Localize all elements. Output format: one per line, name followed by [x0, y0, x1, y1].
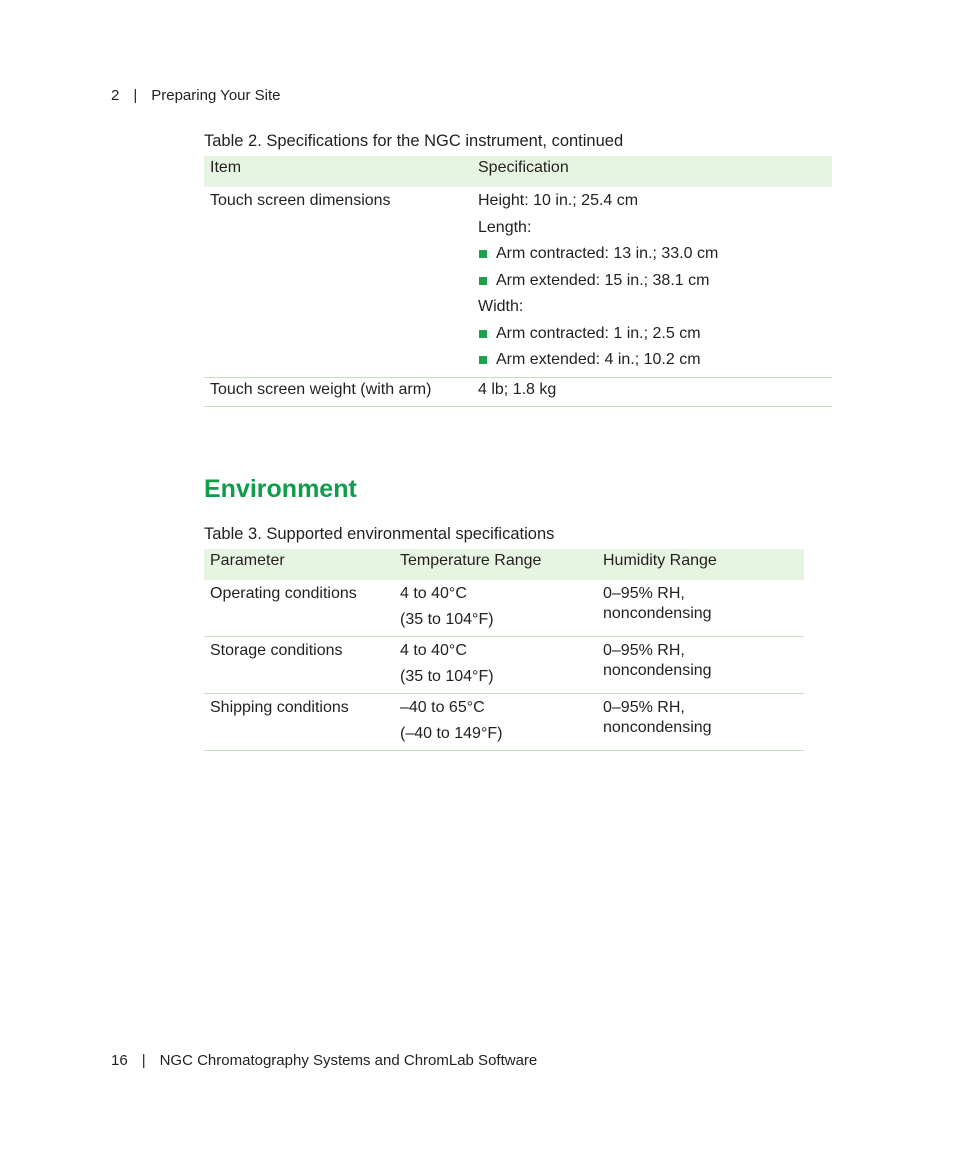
spec-bullet-text: Arm contracted: 13 in.; 33.0 cm [496, 245, 719, 262]
column-header-temperature: Temperature Range [394, 549, 597, 580]
square-bullet-icon [479, 330, 487, 338]
spec-bullet-item [478, 244, 826, 271]
temperature-cell [394, 694, 597, 751]
header-separator: | [133, 87, 138, 104]
humidity-range: 0–95% RH, [603, 585, 685, 602]
parameter-cell: Operating conditions [204, 580, 394, 637]
environment-table [204, 549, 804, 751]
footer-document-title: NGC Chromatography Systems and ChromLab Software [159, 1052, 538, 1069]
specification-cell: 4 lb; 1.8 kg [472, 377, 832, 406]
table-row [204, 694, 804, 751]
footer-page-number: 16 [111, 1052, 128, 1069]
temperature-celsius: 4 to 40°C [400, 585, 467, 602]
specification-cell [472, 187, 832, 377]
column-header-parameter: Parameter [204, 549, 394, 580]
humidity-cell [597, 637, 804, 694]
parameter-cell: Storage conditions [204, 637, 394, 694]
running-header [111, 87, 281, 105]
spec-line: Height: 10 in.; 25.4 cm [478, 192, 639, 209]
square-bullet-icon [479, 277, 487, 285]
table-row [204, 637, 804, 694]
temperature-celsius: –40 to 65°C [400, 699, 485, 716]
spec-bullet-item [478, 324, 826, 351]
square-bullet-icon [479, 250, 487, 258]
spec-bullet-text: Arm contracted: 1 in.; 2.5 cm [496, 324, 701, 342]
spec-line: Width: [478, 298, 524, 315]
table-row [204, 377, 832, 406]
spec-bullet-item [478, 350, 826, 377]
temperature-fahrenheit: (–40 to 149°F) [400, 725, 503, 742]
table-header-row [204, 156, 832, 187]
humidity-note: noncondensing [603, 662, 712, 679]
humidity-range: 0–95% RH, [603, 642, 685, 659]
header-page-number: 2 [111, 87, 120, 104]
temperature-celsius: 4 to 40°C [400, 642, 467, 659]
parameter-cell: Shipping conditions [204, 694, 394, 751]
spec-bullet-text: Arm extended: 4 in.; 10.2 cm [496, 351, 701, 368]
spec-line: Length: [478, 218, 532, 236]
humidity-note: noncondensing [603, 719, 712, 736]
spec-bullet-item [478, 271, 826, 298]
temperature-cell [394, 637, 597, 694]
table2-caption: Table 2. Specifications for the NGC instrument, continued [204, 132, 624, 150]
table-row [204, 580, 804, 637]
footer-separator: | [141, 1052, 146, 1069]
temperature-cell [394, 580, 597, 637]
table-row [204, 187, 832, 377]
table-header-row [204, 549, 804, 580]
header-chapter-title: Preparing Your Site [151, 87, 281, 104]
item-cell: Touch screen dimensions [204, 187, 472, 377]
table3-caption: Table 3. Supported environmental specifications [204, 525, 555, 543]
square-bullet-icon [479, 356, 487, 364]
running-footer [111, 1052, 537, 1070]
temperature-fahrenheit: (35 to 104°F) [400, 668, 494, 685]
column-header-specification: Specification [472, 156, 832, 187]
column-header-humidity: Humidity Range [597, 549, 804, 580]
humidity-cell [597, 694, 804, 751]
temperature-fahrenheit: (35 to 104°F) [400, 611, 494, 628]
humidity-range: 0–95% RH, [603, 699, 685, 716]
item-cell: Touch screen weight (with arm) [204, 377, 472, 406]
spec-bullet-text: Arm extended: 15 in.; 38.1 cm [496, 271, 710, 289]
humidity-note: noncondensing [603, 605, 712, 622]
section-heading: Environment [204, 475, 357, 503]
humidity-cell [597, 580, 804, 637]
specifications-table [204, 156, 832, 407]
column-header-item: Item [204, 156, 472, 187]
